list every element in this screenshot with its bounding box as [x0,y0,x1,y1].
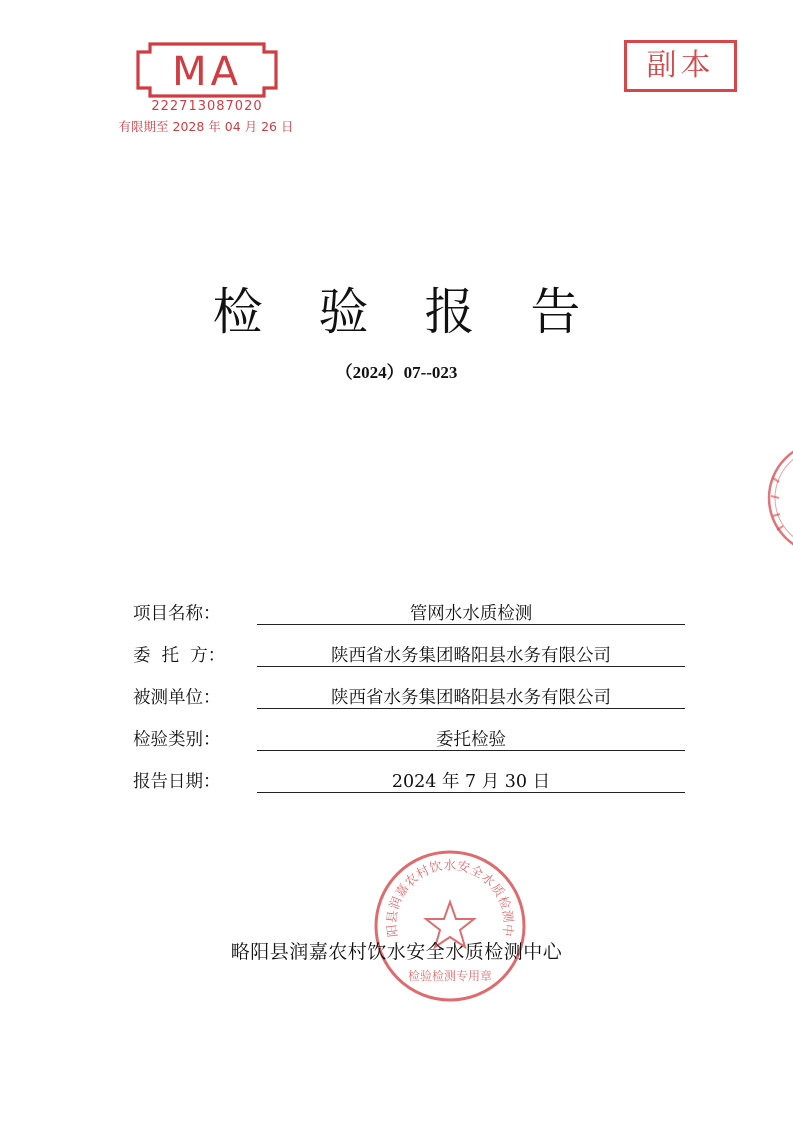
ma-certificate-number: 222713087020 [151,99,263,114]
seam-stamp-icon [763,438,793,558]
seal-purpose-text: 检验检测专用章 [407,969,493,983]
field-report-date [133,768,693,810]
svg-text:略阳县润嘉农村饮水安全水质检测中心 [372,848,516,938]
organization-name: 略阳县润嘉农村饮水安全水质检测中心 [230,941,563,963]
field-label: 委 托 方： [133,646,226,666]
field-value: 陕西省水务集团略阳县水务有限公司 [257,684,685,709]
field-value: 陕西省水务集团略阳县水务有限公司 [257,642,685,667]
ma-stamp-frame-icon [104,38,304,102]
report-info-fields [133,600,693,810]
field-value: 委托检验 [257,726,685,751]
page-title: 检 验 报 告 [212,283,601,341]
svg-text:MA: MA [172,49,242,95]
field-tested-unit [133,684,693,726]
field-client [133,642,693,684]
copy-stamp: 副本 [624,40,737,92]
field-label: 报告日期： [133,772,221,792]
field-label: 项目名称： [133,604,221,624]
ma-certification-stamp [104,38,304,138]
field-value: 管网水水质检测 [257,600,685,625]
field-project-name [133,600,693,642]
official-seal [372,848,528,1004]
report-number: （2024）07--023 [335,363,458,382]
seal-org-text: 阳县润嘉农村饮水安全水质检测中 [383,857,517,938]
field-label: 检验类别： [133,730,221,750]
field-label: 被测单位： [133,688,221,708]
field-value: 2024 年 7 月 30 日 [257,768,685,793]
ma-valid-until: 有限期至 2028 年 04 月 26 日 [118,119,294,134]
field-inspection-type [133,726,693,768]
